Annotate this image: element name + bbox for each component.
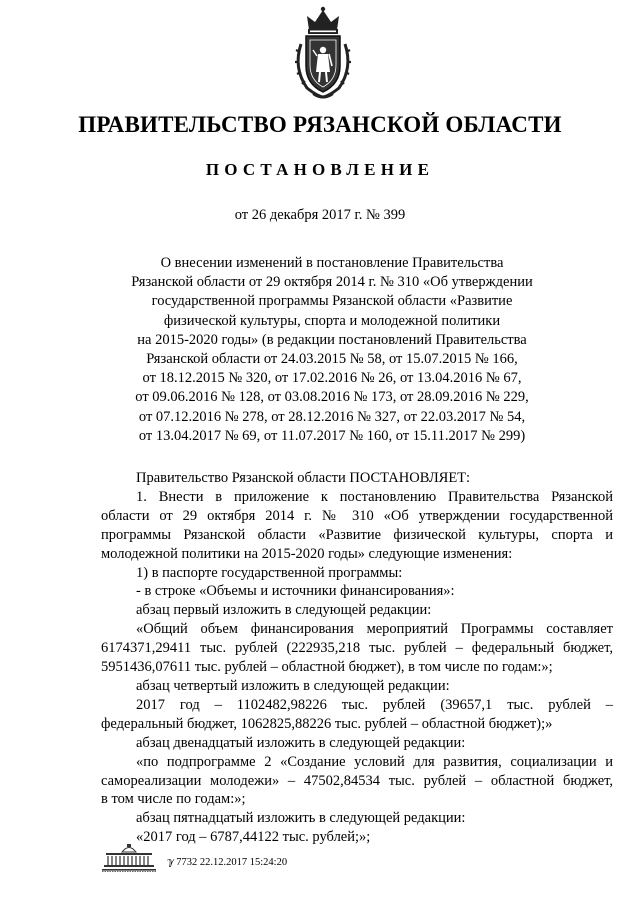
body-line: абзац первый изложить в следующей редакции: <box>136 602 432 619</box>
body-line: 5951436,07611 тыс. рублей – областной бюджет), в том числе по годам:»; <box>101 659 553 676</box>
body-line: федеральный бюджет, 1062825,88226 тыс. рублей – областной бюджет);» <box>101 715 553 732</box>
body-line: молодежной политики на 2015-2020 годы» следующие изменения: <box>101 545 513 562</box>
body-line: «по подпрограмме 2 «Создание условий для развития, социализации и <box>136 753 613 770</box>
body-line: «Общий объем финансирования мероприятий Программы составляет <box>136 621 613 638</box>
body-line: в том числе по годам:»; <box>101 791 246 808</box>
subject-line: Рязанской области от 29 октября 2014 г. № 310 «Об утверждении <box>131 274 533 291</box>
registration-number-timestamp: 7732 22.12.2017 15:24:20 <box>176 857 288 868</box>
registration-stamp-text <box>166 856 287 868</box>
registration-footer <box>100 843 360 873</box>
body-line: 2017 год – 1102482,98226 тыс. рублей (39657,1 тыс. рублей – <box>136 696 613 713</box>
document-subject <box>100 254 564 446</box>
body-line: области от 29 октября 2014 г. № 310 «Об утверждении государственной <box>101 507 613 524</box>
subject-line: от 13.04.2017 № 69, от 11.07.2017 № 160, от 15.11.2017 № 299) <box>138 427 526 444</box>
body-line: Правительство Рязанской области ПОСТАНОВЛЯЕТ: <box>136 470 471 486</box>
subject-line: от 09.06.2016 № 128, от 03.08.2016 № 173, от 28.09.2016 № 229, <box>135 389 529 406</box>
document-body <box>101 469 613 847</box>
subject-line: на 2015-2020 годы» (в редакции постановлений Правительства <box>137 331 527 348</box>
document-date-number: от 26 декабря 2017 г. № 399 <box>234 207 406 223</box>
body-line: 6174371,29411 тыс. рублей (222935,218 тыс. рублей – федеральный бюджет, <box>101 640 613 657</box>
subject-line: Рязанской области от 24.03.2015 № 58, от 15.07.2015 № 166, <box>146 351 518 368</box>
ryazan-coat-of-arms-icon <box>291 6 355 102</box>
body-line: 1) в паспорте государственной программы: <box>136 564 403 581</box>
body-line: программы Рязанской области «Развитие физической культуры, спорта и <box>101 526 613 543</box>
organization-title: ПРАВИТЕЛЬСТВО РЯЗАНСКОЙ ОБЛАСТИ <box>78 112 562 137</box>
body-line: самореализации молодежи» – 47502,84534 тыс. рублей – областной бюджет, <box>101 772 613 789</box>
subject-line: государственной программы Рязанской области «Развитие <box>151 293 513 310</box>
body-line: абзац двенадцатый изложить в следующей редакции: <box>136 734 466 751</box>
signature-mark-icon: ℽ <box>166 857 177 868</box>
subject-line: от 07.12.2016 № 278, от 28.12.2016 № 327, от 22.03.2017 № 54, <box>138 408 526 425</box>
body-line: 1. Внести в приложение к постановлению Правительства Рязанской <box>136 488 613 505</box>
body-line: абзац пятнадцатый изложить в следующей редакции: <box>136 810 466 827</box>
subject-line: физической культуры, спорта и молодежной политики <box>163 312 501 329</box>
government-building-stamp-icon <box>100 843 158 873</box>
body-line: «2017 год – 6787,44122 тыс. рублей;»; <box>136 829 371 846</box>
subject-line: от 18.12.2015 № 320, от 17.02.2016 № 26, от 13.04.2016 № 67, <box>142 370 522 387</box>
document-type-heading: ПОСТАНОВЛЕНИЕ <box>205 160 435 179</box>
body-line: - в строке «Объемы и источники финансирования»: <box>136 583 455 600</box>
body-line: абзац четвертый изложить в следующей редакции: <box>136 677 450 694</box>
subject-line: О внесении изменений в постановление Правительства <box>160 255 504 271</box>
